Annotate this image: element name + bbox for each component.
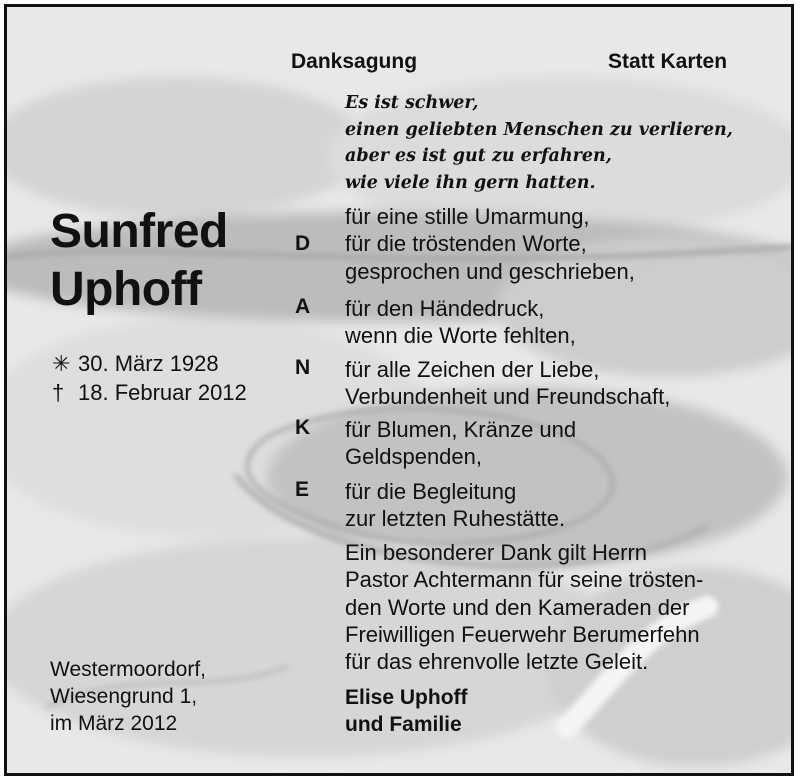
- acrostic-letter-e: E: [295, 478, 310, 501]
- signature-line: Elise Uphoff: [345, 686, 468, 709]
- place-line: Wiesengrund 1,: [50, 685, 198, 708]
- thanks-block-n: [345, 356, 670, 411]
- text-line: wenn die Worte fehlten,: [345, 323, 576, 349]
- death-date-line: [52, 380, 247, 406]
- text-line: für die Begleitung: [345, 479, 517, 504]
- thanks-block-a: [345, 295, 576, 350]
- text-line: für den Händedruck,: [345, 296, 545, 321]
- poem-line: einen geliebten Menschen zu verlieren,: [345, 119, 733, 140]
- text-line: für eine stille Umarmung,: [345, 204, 590, 229]
- text-line: für alle Zeichen der Liebe,: [345, 357, 600, 382]
- signature-line: und Familie: [345, 713, 462, 736]
- thanks-block-k: [345, 416, 576, 471]
- deceased-last-name: Uphoff: [50, 263, 202, 316]
- thanks-block-e: [345, 478, 565, 533]
- place-line: Westermoordorf,: [50, 658, 206, 681]
- birth-date-line: [52, 351, 219, 377]
- poem-line: Es ist schwer,: [345, 93, 479, 113]
- special-thanks: [345, 539, 703, 675]
- text-line: Verbundenheit und Freundschaft,: [345, 384, 671, 410]
- acrostic-letter-n: N: [295, 356, 311, 379]
- text-line: gesprochen und geschrieben,: [345, 258, 635, 284]
- text-line: den Worte und den Kameraden der: [345, 594, 690, 620]
- obituary-card: [4, 4, 794, 776]
- text-line: Geldspenden,: [345, 444, 482, 470]
- poem: [345, 90, 733, 196]
- poem-line: aber es ist gut zu erfahren,: [345, 146, 612, 166]
- birth-date: 30. März 1928: [78, 351, 219, 376]
- thanks-block-d: [345, 203, 635, 285]
- text-line: Freiwilligen Feuerwehr Berumerfehn: [345, 621, 700, 647]
- text-line: Pastor Achtermann für seine trösten-: [345, 567, 704, 593]
- death-cross-icon: †: [52, 380, 65, 405]
- text-line: für das ehrenvolle letzte Geleit.: [345, 649, 649, 675]
- deceased-first-name: Sunfred: [50, 205, 228, 258]
- header-danksagung: Danksagung: [291, 50, 418, 73]
- acrostic-letter-k: K: [295, 416, 311, 439]
- place-and-date: [50, 656, 206, 737]
- text-line: für Blumen, Kränze und: [345, 417, 577, 442]
- birth-star-icon: ✳: [52, 351, 71, 376]
- signature: [345, 684, 468, 738]
- text-line: Ein besonderer Dank gilt Herrn: [345, 540, 648, 565]
- text-line: zur letzten Ruhestätte.: [345, 506, 566, 532]
- poem-line: wie viele ihn gern hatten.: [345, 172, 596, 193]
- death-date: 18. Februar 2012: [78, 380, 247, 405]
- place-line: im März 2012: [50, 712, 178, 735]
- text-line: für die tröstenden Worte,: [345, 231, 587, 257]
- acrostic-letter-d: D: [295, 232, 311, 255]
- acrostic-letter-a: A: [295, 295, 311, 318]
- header-statt-karten: Statt Karten: [608, 50, 728, 73]
